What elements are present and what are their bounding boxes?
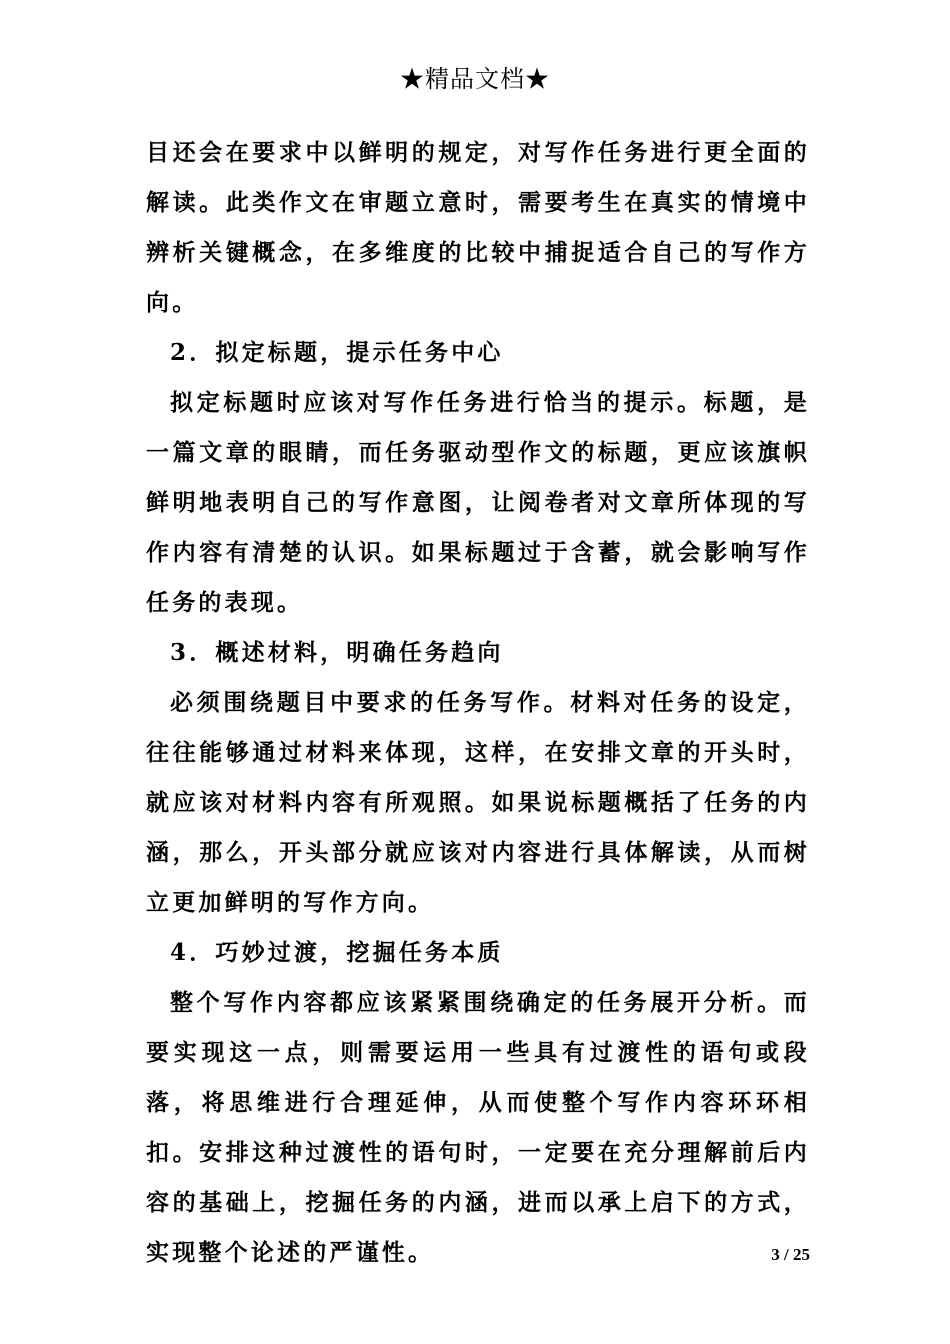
page-number: 3 / 25 <box>771 1245 810 1264</box>
section-heading-3: 3．概述材料，明确任务趋向 <box>170 639 504 666</box>
paragraph-title-guidance: 拟定标题时应该对写作任务进行恰当的提示。标题，是一篇文章的眼睛，而任务驱动型作文的标题，更应该旗帜鲜明地表明自己的写作意图，让阅卷者对文章所体现的写作内容有清楚的认识。如果标题过于含蓄，就会影响写作任务的表现。 <box>146 389 810 616</box>
document-body <box>146 128 810 1278</box>
paragraph-continuation: 目还会在要求中以鲜明的规定，对写作任务进行更全面的解读。此类作文在审题立意时，需要考生在真实的情境中辨析关键概念，在多维度的比较中捕捉适合自己的写作方向。 <box>146 139 810 316</box>
page-header: ★精品文档★ <box>400 65 550 93</box>
paragraph-transition: 整个写作内容都应该紧紧围绕确定的任务展开分析。而要实现这一点，则需要运用一些具有过渡性的语句或段落，将思维进行合理延伸，从而使整个写作内容环环相扣。安排这种过渡性的语句时，一定要在充分理解前后内容的基础上，挖掘任务的内涵，进而以承上启下的方式，实现整个论述的严谨性。 <box>146 989 810 1266</box>
section-heading-2: 2．拟定标题，提示任务中心 <box>170 339 504 366</box>
section-heading-4: 4．巧妙过渡，挖掘任务本质 <box>170 939 504 966</box>
paragraph-material-summary: 必须围绕题目中要求的任务写作。材料对任务的设定，往往能够通过材料来体现，这样，在安排文章的开头时，就应该对材料内容有所观照。如果说标题概括了任务的内涵，那么，开头部分就应该对内容进行具体解读，从而树立更加鲜明的写作方向。 <box>146 689 810 916</box>
